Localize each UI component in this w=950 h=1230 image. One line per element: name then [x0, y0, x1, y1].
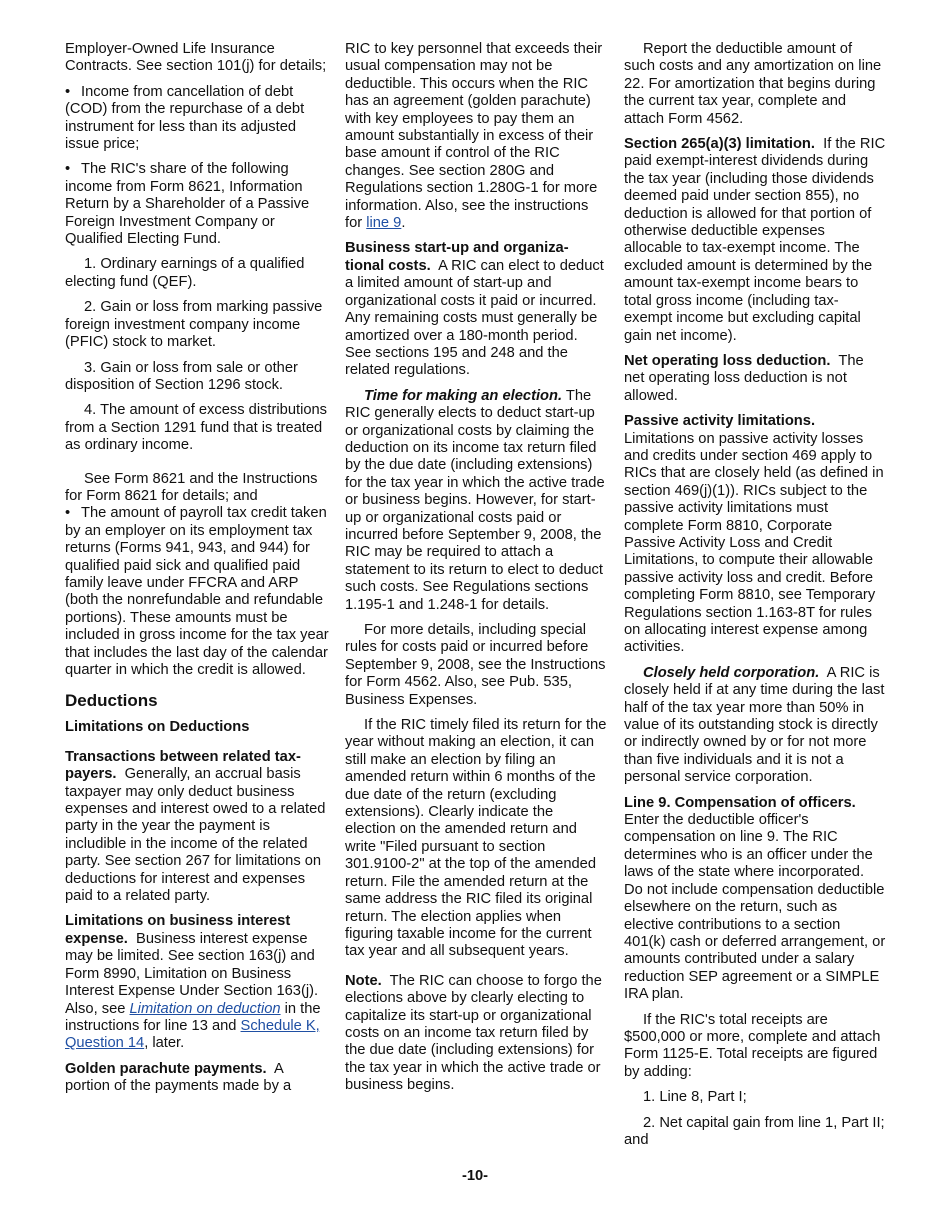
paragraph-passive-activity: Passive activity limitations. Limitations on passive activity losses and credits under section 469 apply to RICs that are closely held (as defined in section 469(j)(1)). RICs subject to the passive activity limitations must complete Form 8810, Corporate Passive Activity Loss and Credit Limitations, to compute their allowable passive activity loss and credit. Before completing Form 8810, see Temporary Regulations section 1.163-8T for rules on allocating interest expense among activities. — [624, 413, 884, 656]
paragraph-note: Note. The RIC can choose to forgo the elections above by clearly electing to capitalize its start-up or organizational costs on an income tax return filed by the due date (including extensions) for the tax year in which the active trade or business begins. — [345, 972, 602, 1094]
bullet-icon: • — [65, 505, 71, 522]
numbered-item: 2. Gain or loss from marking passive foreign investment company income (PFIC) stock to market. — [65, 299, 323, 351]
numbered-item: 4. The amount of excess distributions from a Section 1291 fund that is treated as ordinary income. — [65, 402, 328, 454]
bullet-icon: • — [65, 161, 71, 178]
bullet-icon: • — [65, 83, 71, 100]
paragraph: Report the deductible amount of such costs and any amortization on line 22. For amortization that begins during the current tax year, complete and attach Form 4562. — [624, 41, 882, 127]
bullet-item: • Income from cancellation of debt (COD) from the repurchase of a debt instrument for less than its adjusted issue price; — [65, 83, 305, 153]
column-2 — [345, 41, 607, 1103]
numbered-item: 2. Net capital gain from line 1, Part II; and — [624, 1114, 885, 1148]
schedule-k-question-14-link[interactable]: Schedule K, Question 14 — [65, 1017, 320, 1052]
paragraph: If the RIC's total receipts are $500,000 or more, complete and attach Form 1125-E. Total receipts are figured by adding: — [624, 1011, 881, 1080]
numbered-item: 1. Line 8, Part I; — [643, 1089, 747, 1106]
paragraph-business-interest: Limitations on business interest expense. Business interest expense may be limited. See section 163(j) and Form 8990, Limitation on Business Interest Expense Under Section 163(j). Also, see Limitation on deduction in the instructions for line 13 and Schedule K, Question 14, later. — [65, 913, 321, 1052]
paragraph-nol: Net operating loss deduction. The net operating loss deduction is not allowed. — [624, 352, 864, 404]
bullet-item: • The amount of payroll tax credit taken by an employer on its employment tax returns (Forms 941, 943, and 944) for qualified paid sick and qualified paid family leave under FFCRA and ARP (both the nonrefundable and refundable portions). These amounts must be included in gross income for the tax year that includes the last day of the calendar quarter in which the credit is allowed. — [65, 505, 329, 678]
paragraph-golden-parachute: Golden parachute payments. A portion of the payments made by a — [65, 1060, 292, 1095]
bullet-item: • The RIC's share of the following income from Form 8621, Information Return by a Shareholder of a Passive Foreign Investment Company or Qualified Electing Fund. — [65, 161, 310, 248]
paragraph: If the RIC timely filed its return for the year without making an election, it can still make an election by filing an amended return within 6 months of the due date of the return (excluding extensions). Clearly indicate the election on the amended return and write "Filed pursuant to section 301.9100-2" at the top of the amended return. File the amended return at the same address the RIC filed its original return. The election applies when figuring taxable income for the current tax year and all subsequent years. — [345, 717, 607, 960]
numbered-item: 1. Ordinary earnings of a qualified electing fund (QEF). — [65, 256, 305, 290]
section-heading-deductions: Deductions — [65, 691, 158, 711]
line-9-link[interactable]: line 9 — [366, 215, 402, 232]
paragraph-line-9: Line 9. Compensation of officers. Enter the deductible officer's compensation on line 9. The RIC determines who is an officer under the laws of the state where incorporated. Do not include compensation deductible elsewhere on the return, such as elective contributions to a section 401(k) cash or deferred arrangement, or amounts contributed under a salary reduction SEP agreement or a SIMPLE IRA plan. — [624, 794, 886, 1003]
column-3 — [624, 41, 886, 1157]
column-1 — [65, 41, 331, 1104]
paragraph-golden-parachute-cont: RIC to key personnel that exceeds their usual compensation may not be deductible. This occurs when the RIC has an agreement (golden parachute) with key employees to pay them an amount substantially in excess of their base amount if control of the RIC changes. See section 280G and Regulations section 1.280G-1 for more information. Also, see the instructions for line 9. — [345, 41, 603, 232]
subheading-limitations: Limitations on Deductions — [65, 719, 250, 736]
paragraph: See Form 8621 and the Instructions for Form 8621 for details; and — [65, 470, 318, 504]
paragraph-closely-held: Closely held corporation. A RIC is closely held if at any time during the last half of the tax year more than 50% in value of its outstanding stock is directly or indirectly owned by or for not more than five individuals and it is not a personal service corporation. — [624, 664, 885, 786]
paragraph: Employer-Owned Life Insurance Contracts. See section 101(j) for details; — [65, 41, 327, 75]
page-number: -10- — [461, 1168, 489, 1184]
paragraph-related-taxpayers: Transactions between related tax-payers. Generally, an accrual basis taxpayer may only deduct business expenses and interest owed to a related party in the year the payment is includible in the income of the related party. See section 267 for limitations on deductions for interest and expenses paid to a related party. — [65, 748, 326, 905]
paragraph-time-election: Time for making an election. The RIC generally elects to deduct start-up or organizational costs by claiming the deduction on its income tax return filed by the due date (including extensions) for the tax year in which the active trade or business begins. However, for start-up or organizational costs paid or incurred before September 9, 2008, the RIC may be required to attach a statement to its return to elect to deduct such costs. See Regulations sections 1.195-1 and 1.248-1 for details. — [345, 387, 605, 613]
paragraph: For more details, including special rules for costs paid or incurred before September 9, 2008, see the Instructions for Form 4562. Also, see Pub. 535, Business Expenses. — [345, 622, 606, 708]
numbered-item: 3. Gain or loss from sale or other disposition of Section 1296 stock. — [65, 359, 298, 393]
paragraph-section-265: Section 265(a)(3) limitation. If the RIC paid exempt-interest dividends during the tax year (including those dividends deemed paid under section 855), no deduction is allowed for that portion of otherwise deductible expenses allocable to tax-exempt income. The excluded amount is determined by the amount tax-exempt income bears to total gross income (including tax-exempt income but excluding capital gain net income). — [624, 136, 886, 344]
limitation-on-deduction-link[interactable]: Limitation on deduction — [129, 1000, 281, 1017]
paragraph-startup-costs: Business start-up and organiza-tional costs. A RIC can elect to deduct a limited amount of start-up and organizational costs it paid or incurred. Any remaining costs must generally be amortized over a 180-month period. See sections 195 and 248 and the related regulations. — [345, 240, 604, 379]
